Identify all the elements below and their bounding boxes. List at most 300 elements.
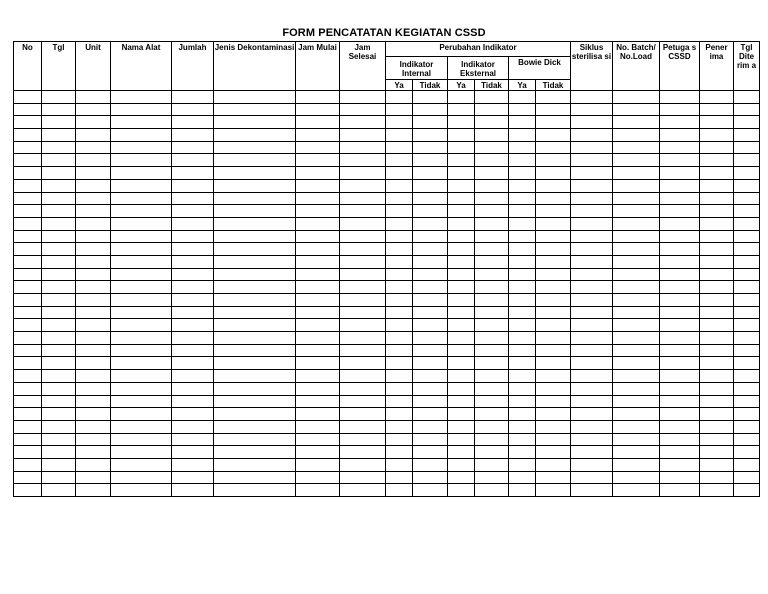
table-cell[interactable] — [76, 154, 111, 167]
table-cell[interactable] — [76, 167, 111, 180]
table-cell[interactable] — [448, 471, 475, 484]
table-cell[interactable] — [111, 395, 172, 408]
table-cell[interactable] — [172, 319, 214, 332]
table-cell[interactable] — [296, 243, 340, 256]
table-cell[interactable] — [536, 154, 571, 167]
table-cell[interactable] — [111, 471, 172, 484]
table-cell[interactable] — [475, 332, 509, 345]
table-cell[interactable] — [475, 294, 509, 307]
table-cell[interactable] — [214, 129, 296, 142]
table-cell[interactable] — [214, 319, 296, 332]
table-cell[interactable] — [613, 129, 660, 142]
table-cell[interactable] — [111, 281, 172, 294]
table-cell[interactable] — [214, 281, 296, 294]
table-cell[interactable] — [700, 103, 734, 116]
table-cell[interactable] — [214, 395, 296, 408]
table-cell[interactable] — [42, 255, 76, 268]
table-cell[interactable] — [448, 281, 475, 294]
table-cell[interactable] — [700, 179, 734, 192]
table-cell[interactable] — [509, 471, 536, 484]
table-cell[interactable] — [734, 420, 760, 433]
table-cell[interactable] — [296, 103, 340, 116]
table-cell[interactable] — [413, 129, 448, 142]
table-cell[interactable] — [111, 420, 172, 433]
table-cell[interactable] — [571, 319, 613, 332]
table-cell[interactable] — [509, 395, 536, 408]
table-cell[interactable] — [660, 217, 700, 230]
table-cell[interactable] — [14, 129, 42, 142]
table-cell[interactable] — [14, 420, 42, 433]
table-cell[interactable] — [386, 268, 413, 281]
table-cell[interactable] — [509, 103, 536, 116]
table-cell[interactable] — [700, 332, 734, 345]
table-cell[interactable] — [340, 484, 386, 497]
table-cell[interactable] — [475, 141, 509, 154]
table-cell[interactable] — [214, 370, 296, 383]
table-cell[interactable] — [386, 408, 413, 421]
table-cell[interactable] — [340, 154, 386, 167]
table-cell[interactable] — [172, 230, 214, 243]
table-cell[interactable] — [571, 420, 613, 433]
table-cell[interactable] — [111, 268, 172, 281]
table-cell[interactable] — [413, 306, 448, 319]
table-cell[interactable] — [571, 458, 613, 471]
table-cell[interactable] — [475, 408, 509, 421]
table-cell[interactable] — [613, 281, 660, 294]
table-cell[interactable] — [509, 217, 536, 230]
table-cell[interactable] — [475, 395, 509, 408]
table-cell[interactable] — [14, 458, 42, 471]
table-cell[interactable] — [413, 243, 448, 256]
table-cell[interactable] — [386, 192, 413, 205]
table-cell[interactable] — [413, 446, 448, 459]
table-cell[interactable] — [571, 179, 613, 192]
table-cell[interactable] — [509, 116, 536, 129]
table-cell[interactable] — [475, 268, 509, 281]
table-cell[interactable] — [613, 306, 660, 319]
table-cell[interactable] — [571, 217, 613, 230]
table-cell[interactable] — [413, 408, 448, 421]
table-cell[interactable] — [76, 243, 111, 256]
table-cell[interactable] — [42, 319, 76, 332]
table-cell[interactable] — [386, 484, 413, 497]
table-cell[interactable] — [613, 395, 660, 408]
table-cell[interactable] — [475, 458, 509, 471]
table-cell[interactable] — [475, 205, 509, 218]
table-cell[interactable] — [536, 141, 571, 154]
table-cell[interactable] — [613, 344, 660, 357]
table-cell[interactable] — [172, 179, 214, 192]
table-cell[interactable] — [42, 420, 76, 433]
table-cell[interactable] — [448, 255, 475, 268]
table-cell[interactable] — [700, 294, 734, 307]
table-cell[interactable] — [172, 167, 214, 180]
table-cell[interactable] — [734, 268, 760, 281]
table-cell[interactable] — [509, 230, 536, 243]
table-cell[interactable] — [172, 91, 214, 104]
table-cell[interactable] — [509, 255, 536, 268]
table-cell[interactable] — [475, 306, 509, 319]
table-cell[interactable] — [386, 91, 413, 104]
table-cell[interactable] — [214, 116, 296, 129]
table-cell[interactable] — [14, 255, 42, 268]
table-cell[interactable] — [76, 141, 111, 154]
table-cell[interactable] — [509, 420, 536, 433]
table-cell[interactable] — [571, 243, 613, 256]
table-cell[interactable] — [660, 306, 700, 319]
table-cell[interactable] — [76, 370, 111, 383]
table-cell[interactable] — [214, 217, 296, 230]
table-cell[interactable] — [14, 205, 42, 218]
table-cell[interactable] — [214, 382, 296, 395]
table-cell[interactable] — [700, 281, 734, 294]
table-cell[interactable] — [111, 306, 172, 319]
table-cell[interactable] — [571, 357, 613, 370]
table-cell[interactable] — [42, 230, 76, 243]
table-cell[interactable] — [172, 420, 214, 433]
table-cell[interactable] — [700, 129, 734, 142]
table-cell[interactable] — [76, 395, 111, 408]
table-cell[interactable] — [413, 167, 448, 180]
table-cell[interactable] — [214, 192, 296, 205]
table-cell[interactable] — [413, 116, 448, 129]
table-cell[interactable] — [571, 192, 613, 205]
table-cell[interactable] — [111, 332, 172, 345]
table-cell[interactable] — [386, 103, 413, 116]
table-cell[interactable] — [475, 420, 509, 433]
table-cell[interactable] — [340, 471, 386, 484]
table-cell[interactable] — [386, 332, 413, 345]
table-cell[interactable] — [14, 433, 42, 446]
table-cell[interactable] — [296, 255, 340, 268]
table-cell[interactable] — [296, 281, 340, 294]
table-cell[interactable] — [413, 294, 448, 307]
table-cell[interactable] — [111, 129, 172, 142]
table-cell[interactable] — [386, 167, 413, 180]
table-cell[interactable] — [475, 484, 509, 497]
table-cell[interactable] — [111, 116, 172, 129]
table-cell[interactable] — [413, 281, 448, 294]
table-cell[interactable] — [76, 294, 111, 307]
table-cell[interactable] — [448, 420, 475, 433]
table-cell[interactable] — [613, 243, 660, 256]
table-cell[interactable] — [613, 471, 660, 484]
table-cell[interactable] — [448, 103, 475, 116]
table-cell[interactable] — [734, 458, 760, 471]
table-cell[interactable] — [613, 370, 660, 383]
table-cell[interactable] — [700, 458, 734, 471]
table-cell[interactable] — [296, 408, 340, 421]
table-cell[interactable] — [42, 116, 76, 129]
table-cell[interactable] — [413, 332, 448, 345]
table-cell[interactable] — [42, 217, 76, 230]
table-cell[interactable] — [296, 91, 340, 104]
table-cell[interactable] — [660, 319, 700, 332]
table-cell[interactable] — [509, 332, 536, 345]
table-cell[interactable] — [700, 433, 734, 446]
table-cell[interactable] — [340, 243, 386, 256]
table-cell[interactable] — [413, 179, 448, 192]
table-cell[interactable] — [660, 103, 700, 116]
table-cell[interactable] — [214, 243, 296, 256]
table-cell[interactable] — [734, 471, 760, 484]
table-cell[interactable] — [76, 408, 111, 421]
table-cell[interactable] — [296, 458, 340, 471]
table-cell[interactable] — [76, 382, 111, 395]
table-cell[interactable] — [700, 255, 734, 268]
table-cell[interactable] — [214, 332, 296, 345]
table-cell[interactable] — [340, 217, 386, 230]
table-cell[interactable] — [536, 281, 571, 294]
table-cell[interactable] — [448, 408, 475, 421]
table-cell[interactable] — [386, 446, 413, 459]
table-cell[interactable] — [536, 205, 571, 218]
table-cell[interactable] — [700, 91, 734, 104]
table-cell[interactable] — [734, 243, 760, 256]
table-cell[interactable] — [613, 154, 660, 167]
table-cell[interactable] — [386, 395, 413, 408]
table-cell[interactable] — [475, 179, 509, 192]
table-cell[interactable] — [660, 243, 700, 256]
table-cell[interactable] — [571, 154, 613, 167]
table-cell[interactable] — [386, 116, 413, 129]
table-cell[interactable] — [660, 370, 700, 383]
table-cell[interactable] — [296, 370, 340, 383]
table-cell[interactable] — [111, 484, 172, 497]
table-cell[interactable] — [111, 294, 172, 307]
table-cell[interactable] — [172, 268, 214, 281]
table-cell[interactable] — [700, 471, 734, 484]
table-cell[interactable] — [509, 154, 536, 167]
table-cell[interactable] — [536, 116, 571, 129]
table-cell[interactable] — [14, 370, 42, 383]
table-cell[interactable] — [76, 192, 111, 205]
table-cell[interactable] — [413, 357, 448, 370]
table-cell[interactable] — [42, 458, 76, 471]
table-cell[interactable] — [296, 192, 340, 205]
table-cell[interactable] — [448, 116, 475, 129]
table-cell[interactable] — [509, 319, 536, 332]
table-cell[interactable] — [734, 382, 760, 395]
table-cell[interactable] — [340, 179, 386, 192]
table-cell[interactable] — [509, 357, 536, 370]
table-cell[interactable] — [386, 458, 413, 471]
table-cell[interactable] — [42, 103, 76, 116]
table-cell[interactable] — [660, 433, 700, 446]
table-cell[interactable] — [386, 471, 413, 484]
table-cell[interactable] — [42, 344, 76, 357]
table-cell[interactable] — [340, 141, 386, 154]
table-cell[interactable] — [509, 192, 536, 205]
table-cell[interactable] — [734, 281, 760, 294]
table-cell[interactable] — [76, 116, 111, 129]
table-cell[interactable] — [571, 344, 613, 357]
table-cell[interactable] — [42, 268, 76, 281]
table-cell[interactable] — [536, 484, 571, 497]
table-cell[interactable] — [14, 179, 42, 192]
table-cell[interactable] — [700, 484, 734, 497]
table-cell[interactable] — [340, 344, 386, 357]
table-cell[interactable] — [413, 217, 448, 230]
table-cell[interactable] — [214, 255, 296, 268]
table-cell[interactable] — [700, 167, 734, 180]
table-cell[interactable] — [734, 306, 760, 319]
table-cell[interactable] — [214, 458, 296, 471]
table-cell[interactable] — [76, 471, 111, 484]
table-cell[interactable] — [172, 141, 214, 154]
table-cell[interactable] — [509, 243, 536, 256]
table-cell[interactable] — [14, 281, 42, 294]
table-cell[interactable] — [448, 370, 475, 383]
table-cell[interactable] — [76, 129, 111, 142]
table-cell[interactable] — [76, 179, 111, 192]
table-cell[interactable] — [536, 306, 571, 319]
table-cell[interactable] — [448, 484, 475, 497]
table-cell[interactable] — [76, 433, 111, 446]
table-cell[interactable] — [172, 433, 214, 446]
table-cell[interactable] — [536, 129, 571, 142]
table-cell[interactable] — [296, 205, 340, 218]
table-cell[interactable] — [448, 154, 475, 167]
table-cell[interactable] — [14, 154, 42, 167]
table-cell[interactable] — [14, 382, 42, 395]
table-cell[interactable] — [214, 230, 296, 243]
table-cell[interactable] — [172, 281, 214, 294]
table-cell[interactable] — [214, 420, 296, 433]
table-cell[interactable] — [536, 458, 571, 471]
table-cell[interactable] — [214, 154, 296, 167]
table-cell[interactable] — [214, 103, 296, 116]
table-cell[interactable] — [734, 433, 760, 446]
table-cell[interactable] — [700, 230, 734, 243]
table-cell[interactable] — [734, 230, 760, 243]
table-cell[interactable] — [571, 446, 613, 459]
table-cell[interactable] — [660, 357, 700, 370]
table-cell[interactable] — [42, 484, 76, 497]
table-cell[interactable] — [509, 306, 536, 319]
table-cell[interactable] — [14, 167, 42, 180]
table-cell[interactable] — [14, 230, 42, 243]
table-cell[interactable] — [660, 344, 700, 357]
table-cell[interactable] — [340, 433, 386, 446]
table-cell[interactable] — [448, 395, 475, 408]
table-cell[interactable] — [448, 382, 475, 395]
table-cell[interactable] — [413, 205, 448, 218]
table-cell[interactable] — [660, 484, 700, 497]
table-cell[interactable] — [660, 395, 700, 408]
table-cell[interactable] — [613, 319, 660, 332]
table-cell[interactable] — [613, 91, 660, 104]
table-cell[interactable] — [214, 205, 296, 218]
table-cell[interactable] — [571, 382, 613, 395]
table-cell[interactable] — [734, 116, 760, 129]
table-cell[interactable] — [700, 420, 734, 433]
table-cell[interactable] — [660, 332, 700, 345]
table-cell[interactable] — [475, 446, 509, 459]
table-cell[interactable] — [700, 154, 734, 167]
table-cell[interactable] — [734, 395, 760, 408]
table-cell[interactable] — [536, 230, 571, 243]
table-cell[interactable] — [76, 306, 111, 319]
table-cell[interactable] — [448, 306, 475, 319]
table-cell[interactable] — [296, 382, 340, 395]
table-cell[interactable] — [14, 268, 42, 281]
table-cell[interactable] — [448, 243, 475, 256]
table-cell[interactable] — [660, 116, 700, 129]
table-cell[interactable] — [42, 154, 76, 167]
table-cell[interactable] — [613, 484, 660, 497]
table-cell[interactable] — [509, 344, 536, 357]
table-cell[interactable] — [734, 484, 760, 497]
table-cell[interactable] — [386, 255, 413, 268]
table-cell[interactable] — [734, 408, 760, 421]
table-cell[interactable] — [700, 243, 734, 256]
table-cell[interactable] — [172, 370, 214, 383]
table-cell[interactable] — [76, 319, 111, 332]
table-cell[interactable] — [42, 332, 76, 345]
table-cell[interactable] — [536, 420, 571, 433]
table-cell[interactable] — [296, 306, 340, 319]
table-cell[interactable] — [536, 332, 571, 345]
table-cell[interactable] — [475, 167, 509, 180]
table-cell[interactable] — [475, 382, 509, 395]
table-cell[interactable] — [571, 230, 613, 243]
table-cell[interactable] — [448, 319, 475, 332]
table-cell[interactable] — [509, 268, 536, 281]
table-cell[interactable] — [475, 230, 509, 243]
table-cell[interactable] — [76, 205, 111, 218]
table-cell[interactable] — [613, 167, 660, 180]
table-cell[interactable] — [111, 141, 172, 154]
table-cell[interactable] — [475, 103, 509, 116]
table-cell[interactable] — [76, 484, 111, 497]
table-cell[interactable] — [386, 306, 413, 319]
table-cell[interactable] — [296, 116, 340, 129]
table-cell[interactable] — [111, 433, 172, 446]
table-cell[interactable] — [536, 433, 571, 446]
table-cell[interactable] — [660, 230, 700, 243]
table-cell[interactable] — [536, 357, 571, 370]
table-cell[interactable] — [42, 306, 76, 319]
table-cell[interactable] — [76, 332, 111, 345]
table-cell[interactable] — [448, 357, 475, 370]
table-cell[interactable] — [413, 433, 448, 446]
table-cell[interactable] — [660, 192, 700, 205]
table-cell[interactable] — [386, 294, 413, 307]
table-cell[interactable] — [172, 116, 214, 129]
table-cell[interactable] — [296, 319, 340, 332]
table-cell[interactable] — [386, 420, 413, 433]
table-cell[interactable] — [340, 103, 386, 116]
table-cell[interactable] — [111, 382, 172, 395]
table-cell[interactable] — [296, 154, 340, 167]
table-cell[interactable] — [340, 192, 386, 205]
table-cell[interactable] — [413, 344, 448, 357]
table-cell[interactable] — [660, 141, 700, 154]
table-cell[interactable] — [76, 420, 111, 433]
table-cell[interactable] — [340, 167, 386, 180]
table-cell[interactable] — [111, 167, 172, 180]
table-cell[interactable] — [509, 129, 536, 142]
table-cell[interactable] — [14, 141, 42, 154]
table-cell[interactable] — [509, 433, 536, 446]
table-cell[interactable] — [172, 382, 214, 395]
table-cell[interactable] — [340, 230, 386, 243]
table-cell[interactable] — [734, 154, 760, 167]
table-cell[interactable] — [536, 382, 571, 395]
table-cell[interactable] — [700, 116, 734, 129]
table-cell[interactable] — [42, 141, 76, 154]
